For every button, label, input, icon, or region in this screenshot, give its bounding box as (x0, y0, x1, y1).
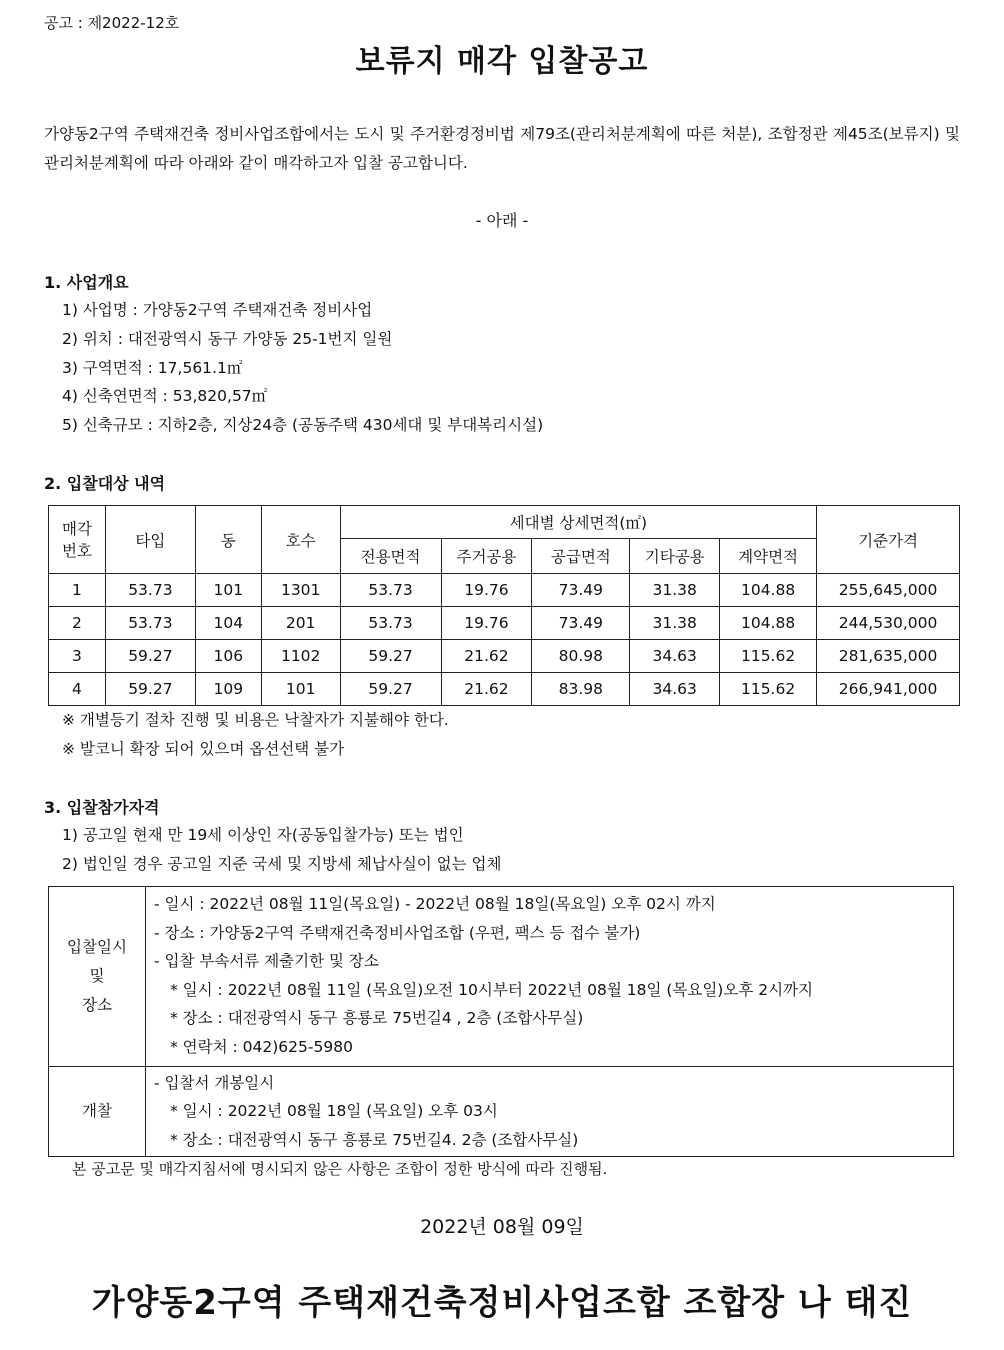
table-cell: 3 (49, 640, 106, 673)
section3-item: 1) 공고일 현재 만 19세 이상인 자(공동입찰가능) 또는 법인 (62, 826, 464, 844)
table-cell: 31.38 (630, 607, 720, 640)
section1-heading: 1. 사업개요 (44, 273, 129, 292)
notice-number: 공고 : 제2022-12호 (44, 14, 180, 32)
label-line: 입찰일시 (67, 937, 127, 956)
header-base-price: 기준가격 (817, 506, 960, 574)
announcement-date: 2022년 08월 09일 (420, 1216, 584, 1238)
table-cell: 115.62 (720, 673, 817, 706)
table-cell: 21.62 (441, 640, 532, 673)
table-cell: 4 (49, 673, 106, 706)
header-supply-area: 공급면적 (532, 539, 630, 574)
table-cell: 106 (195, 640, 261, 673)
table-cell: 101 (261, 673, 340, 706)
header-type: 타입 (105, 506, 195, 574)
table-cell: 59.27 (105, 640, 195, 673)
table-cell: 2 (49, 607, 106, 640)
table-note: ※ 발코니 확장 되어 있으며 옵션선택 불가 (62, 740, 345, 758)
signer-name: 가양동2구역 주택재건축정비사업조합 조합장 나 태진 (91, 1283, 913, 1323)
bid-items-table (48, 505, 960, 706)
schedule-line: - 장소 : 가양동2구역 주택재건축정비사업조합 (우편, 팩스 등 접수 불가) (154, 923, 641, 942)
label-line: 및 (89, 966, 105, 985)
table-cell: 1301 (261, 574, 340, 607)
table-cell: 101 (195, 574, 261, 607)
table-cell: 104.88 (720, 574, 817, 607)
table-cell: 115.62 (720, 640, 817, 673)
table-row (49, 640, 960, 673)
table-cell: 109 (195, 673, 261, 706)
table-cell: 21.62 (441, 673, 532, 706)
header-contract-area: 계약면적 (720, 539, 817, 574)
schedule-line: - 입찰서 개봉일시 (154, 1073, 275, 1092)
table-cell: 83.98 (532, 673, 630, 706)
table-cell: 53.73 (340, 607, 441, 640)
schedule-line: - 일시 : 2022년 08월 11일(목요일) - 2022년 08월 18일(목요일) 오후 02시 까지 (154, 895, 716, 913)
table-cell: 104.88 (720, 607, 817, 640)
document-title: 보류지 매각 입찰공고 (355, 44, 649, 79)
header-dong: 동 (195, 506, 261, 574)
section2-heading: 2. 입찰대상 내역 (44, 474, 166, 493)
header-exclusive-area: 전용면적 (340, 539, 441, 574)
table-cell: 53.73 (340, 574, 441, 607)
below-marker: - 아래 - (475, 211, 529, 230)
label-line: 장소 (82, 995, 112, 1014)
table-cell: 34.63 (630, 640, 720, 673)
section3-item: 2) 법인일 경우 공고일 지준 국세 및 지방세 체납사실이 없는 업체 (62, 855, 502, 873)
table-cell: 201 (261, 607, 340, 640)
table-cell: 19.76 (441, 607, 532, 640)
table-cell: 73.49 (532, 574, 630, 607)
schedule-line: * 장소 : 대전광역시 동구 흥룡로 75번길4. 2층 (조합사무실) (170, 1130, 579, 1149)
bid-opening-label: 개찰 (49, 1066, 146, 1157)
table-cell: 34.63 (630, 673, 720, 706)
table-cell: 266,941,000 (817, 673, 960, 706)
table-cell: 73.49 (532, 607, 630, 640)
table-cell: 53.73 (105, 574, 195, 607)
table-cell: 19.76 (441, 574, 532, 607)
footnote: 본 공고문 및 매각지침서에 명시되지 않은 사항은 조합이 정한 방식에 따라 진행됨. (72, 1160, 608, 1178)
header-residential-common: 주거공용 (441, 539, 532, 574)
section3-heading: 3. 입찰참가자격 (44, 798, 160, 817)
table-cell: 53.73 (105, 607, 195, 640)
table-row (49, 673, 960, 706)
schedule-line: * 장소 : 대전광역시 동구 흥룡로 75번길4 , 2층 (조합사무실) (170, 1009, 584, 1028)
table-cell: 59.27 (340, 640, 441, 673)
header-other-common: 기타공용 (630, 539, 720, 574)
section1-item: 3) 구역면적 : 17,561.1㎡ (62, 359, 243, 377)
section1-item: 1) 사업명 : 가양동2구역 주택재건축 정비사업 (62, 301, 373, 319)
bid-datetime-place-label (49, 887, 146, 1067)
table-row (49, 607, 960, 640)
table-cell: 59.27 (105, 673, 195, 706)
section1-item: 5) 신축규모 : 지하2층, 지상24층 (공동주택 430세대 및 부대복리시설) (62, 416, 544, 434)
schedule-line: - 입찰 부속서류 제출기한 및 장소 (154, 952, 379, 971)
table-cell: 244,530,000 (817, 607, 960, 640)
bid-datetime-place-content (146, 887, 954, 1067)
table-cell: 281,635,000 (817, 640, 960, 673)
schedule-table (48, 886, 954, 1157)
table-row (49, 574, 960, 607)
intro-paragraph: 가양동2구역 주택재건축 정비사업조합에서는 도시 및 주거환경정비법 제79조(관리처분계획에 따른 처분), 조합정관 제45조(보류지) 및 관리처분계획에 따라 아래와 같이 매각하고자 입찰 공고합니다. (44, 125, 960, 172)
bid-opening-content (146, 1066, 954, 1157)
table-cell: 80.98 (532, 640, 630, 673)
section1-item: 4) 신축연면적 : 53,820,57㎡ (62, 387, 268, 405)
table-cell: 1102 (261, 640, 340, 673)
schedule-line: * 일시 : 2022년 08월 11일 (목요일)오전 10시부터 2022년 08월 18일 (목요일)오후 2시까지 (170, 980, 814, 999)
table-cell: 104 (195, 607, 261, 640)
table-cell: 1 (49, 574, 106, 607)
schedule-line: * 일시 : 2022년 08월 18일 (목요일) 오후 03시 (170, 1102, 498, 1121)
header-sale-no: 매각 번호 (49, 506, 106, 574)
table-note: ※ 개별등기 절차 진행 및 비용은 낙찰자가 지불해야 한다. (62, 711, 449, 729)
section1-item: 2) 위치 : 대전광역시 동구 가양동 25-1번지 일원 (62, 330, 393, 348)
header-ho: 호수 (261, 506, 340, 574)
table-cell: 255,645,000 (817, 574, 960, 607)
table-cell: 59.27 (340, 673, 441, 706)
schedule-line: * 연락처 : 042)625-5980 (170, 1037, 353, 1056)
header-area-group: 세대별 상세면적(㎡) (340, 506, 816, 539)
table-cell: 31.38 (630, 574, 720, 607)
